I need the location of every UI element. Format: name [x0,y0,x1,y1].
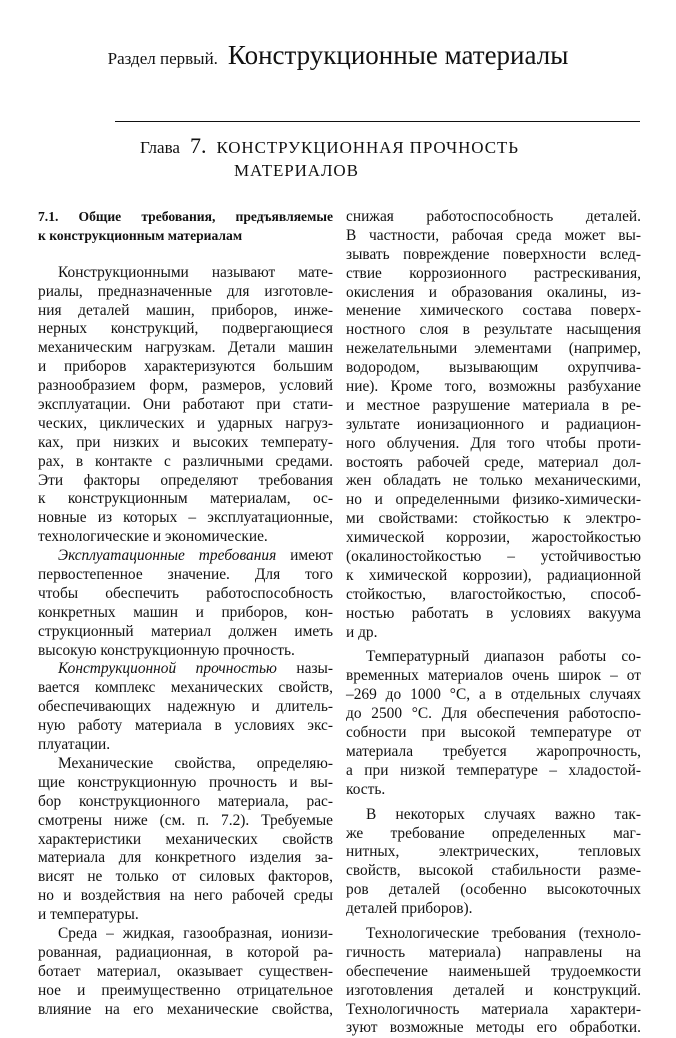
text-line: обеспечивающих надежную и длитель- [38,698,333,716]
text-line: технологические и экономические. [38,528,268,546]
text-line: ствие коррозионного растрескивания, [346,264,641,282]
text-line: кость. [346,780,386,798]
italic-term: Эксплуатационные требования [58,547,277,565]
text-line: снижая работоспособность деталей. [346,208,641,225]
text-line: и температуры. [38,906,139,924]
text-line-with-italic [38,660,333,679]
text-line: ностью работать в условиях вакуума [346,604,641,622]
text-line: чтобы обеспечить работоспособность [38,584,333,602]
text-line: свойств, высокой стабильности разме- [346,862,641,880]
section-label: Раздел первый. [107,49,218,68]
chapter-title-line1: КОНСТРУКЦИОННАЯ ПРОЧНОСТЬ [216,138,519,157]
text-line: ное и преимущественно отрицательное [38,981,333,999]
text-line: высокую конструкционную прочность. [38,641,295,659]
text-line: рах, в контакте с различными средами. [38,452,333,470]
chapter-heading [140,133,660,180]
text-line: смотрены ниже (см. п. 7.2). Требуемые [38,811,333,829]
text-line: материала требуется жаропрочность, [346,742,641,760]
text-line: ностного слоя в результате насыщения [346,321,641,339]
text-line: рованная, радиационная, в которой ра- [38,943,333,961]
text-line: конкретных машин и приборов, кон- [38,603,333,621]
text-line: и приборов характеризуются большим [38,358,333,376]
text-line: риалы, предназначенные для изготовле- [38,282,333,300]
text-line: ботает материал, оказывает существен- [38,962,333,980]
text-line: Технологические требования (техноло- [366,924,641,942]
text-line: струкционный материал должен иметь [38,622,333,640]
text-line: В некоторых случаях важно так- [366,805,641,823]
chapter-number: 7. [189,133,207,158]
text-line: менение химического состава поверх- [346,302,641,320]
text-line: а при низкой температуре – хладостой- [346,761,641,779]
text-line: Технологичность материала характери- [346,1000,641,1018]
text-line: ную работу материала в условиях экс- [38,717,333,735]
chapter-label: Глава [140,138,180,157]
text-line: жен обладать не только механическими, [346,472,641,490]
text-line: характеристики механических свойств [38,830,333,848]
text-line: обеспечение наименьшей трудоемкости [346,962,641,980]
text-line: и др. [346,623,378,641]
text-line: (окалиностойкостью – устойчивостью [346,548,641,566]
text-line: деталей приборов). [346,900,473,918]
section-header [0,40,676,71]
left-column [38,208,333,1019]
text-line: до 2500 °С. Для обеспечения работоспо- [346,705,641,723]
text-line: ния деталей машин, приборов, инже- [38,301,333,319]
text-line: ческих, циклических и ударных нагруз- [38,414,333,432]
text-line: к химической коррозии), радиационной [346,566,641,584]
section-title: Конструкционные материалы [227,40,569,70]
text-line-with-italic [38,547,333,566]
text-line: ние). Кроме того, возможны разбухание [346,378,641,396]
text-fragment: имеют [290,547,333,565]
text-line: бор конструкционного материала, рас- [38,792,333,810]
text-line: влияние на его механические свойства, [38,1000,333,1018]
text-line: Механические свойства, определяю- [58,754,333,772]
text-line: ми свойствами: стойкостью к электро- [346,510,641,528]
text-line: новные из которых – эксплуатационные, [38,509,333,527]
chapter-title-line2: МАТЕРИАЛОВ [234,161,359,180]
text-line: нерных конструкций, подвергающиеся [38,320,333,338]
text-line: изготовления деталей и конструкций. [346,981,641,999]
text-line: востоять рабочей среде, материал дол- [346,453,641,471]
text-line: гичность материала) направлены на [346,943,641,961]
text-line: химической коррозии, жаростойкостью [346,529,641,547]
right-column [346,208,641,1038]
text-line: ров деталей (особенно высокоточных [346,881,641,899]
text-line: окисления и образования окалины, из- [346,283,641,301]
text-line: вается комплекс механических свойств, [38,679,333,697]
text-line: Среда – жидкая, газообразная, ионизи- [58,924,333,942]
text-line: Эти факторы определяют требования [38,471,333,489]
text-fragment: назы- [296,660,333,678]
subsection-title-line1: 7.1. Общие требования, предъявляемые [38,209,333,224]
text-line: водородом, вызывающим охрупчива- [346,359,641,377]
text-line: к конструкционным материалам, ос- [38,490,333,508]
text-line: зывать повреждение поверхности вслед- [346,245,641,263]
text-line: временных материалов очень широк – от [346,667,641,685]
header-divider [115,121,640,122]
text-line: нежелательными элементами (например, [346,340,641,358]
text-line: механическим нагрузкам. Детали машин [38,339,333,357]
text-line: же требование определенных маг- [346,824,641,842]
text-line: стойкостью, влагостойкостью, способ- [346,585,641,603]
text-line: ках, при низких и высоких температу- [38,433,333,451]
text-line: собности при высокой температуре от [346,724,641,742]
text-line: В частности, рабочая среда может вы- [346,226,641,244]
text-line: эксплуатации. Они работают при стати- [38,396,333,414]
text-line: Температурный диапазон работы со- [366,648,641,666]
italic-term: Конструкционной прочностью [58,660,277,678]
text-line: материала для конкретного изделия за- [38,849,333,867]
text-line: зультате ионизационного и радиацион- [346,415,641,433]
text-line: первостепенное значение. Для того [38,566,333,584]
text-line: и местное разрушение материала в ре- [346,396,641,414]
text-line: зуют возможные методы его обработки. [346,1019,641,1037]
text-line: плуатации. [38,736,111,754]
text-line: но и определенными физико-химически- [346,491,641,509]
subsection-title-line2: к конструкционным материалам [38,227,243,243]
text-line: разнообразием форм, размеров, условий [38,377,333,395]
text-line: –269 до 1000 °С, а в отдельных случаях [346,686,641,704]
text-line: ного облучения. Для того чтобы проти- [346,434,641,452]
text-line: щие конструкционную прочность и вы- [38,773,333,791]
text-line: но и воздействия на него рабочей среды [38,887,333,905]
text-line: висят не только от силовых факторов, [38,868,333,886]
text-line: Конструкционными называют мате- [58,263,333,281]
text-line: нитных, электрических, тепловых [346,843,641,861]
